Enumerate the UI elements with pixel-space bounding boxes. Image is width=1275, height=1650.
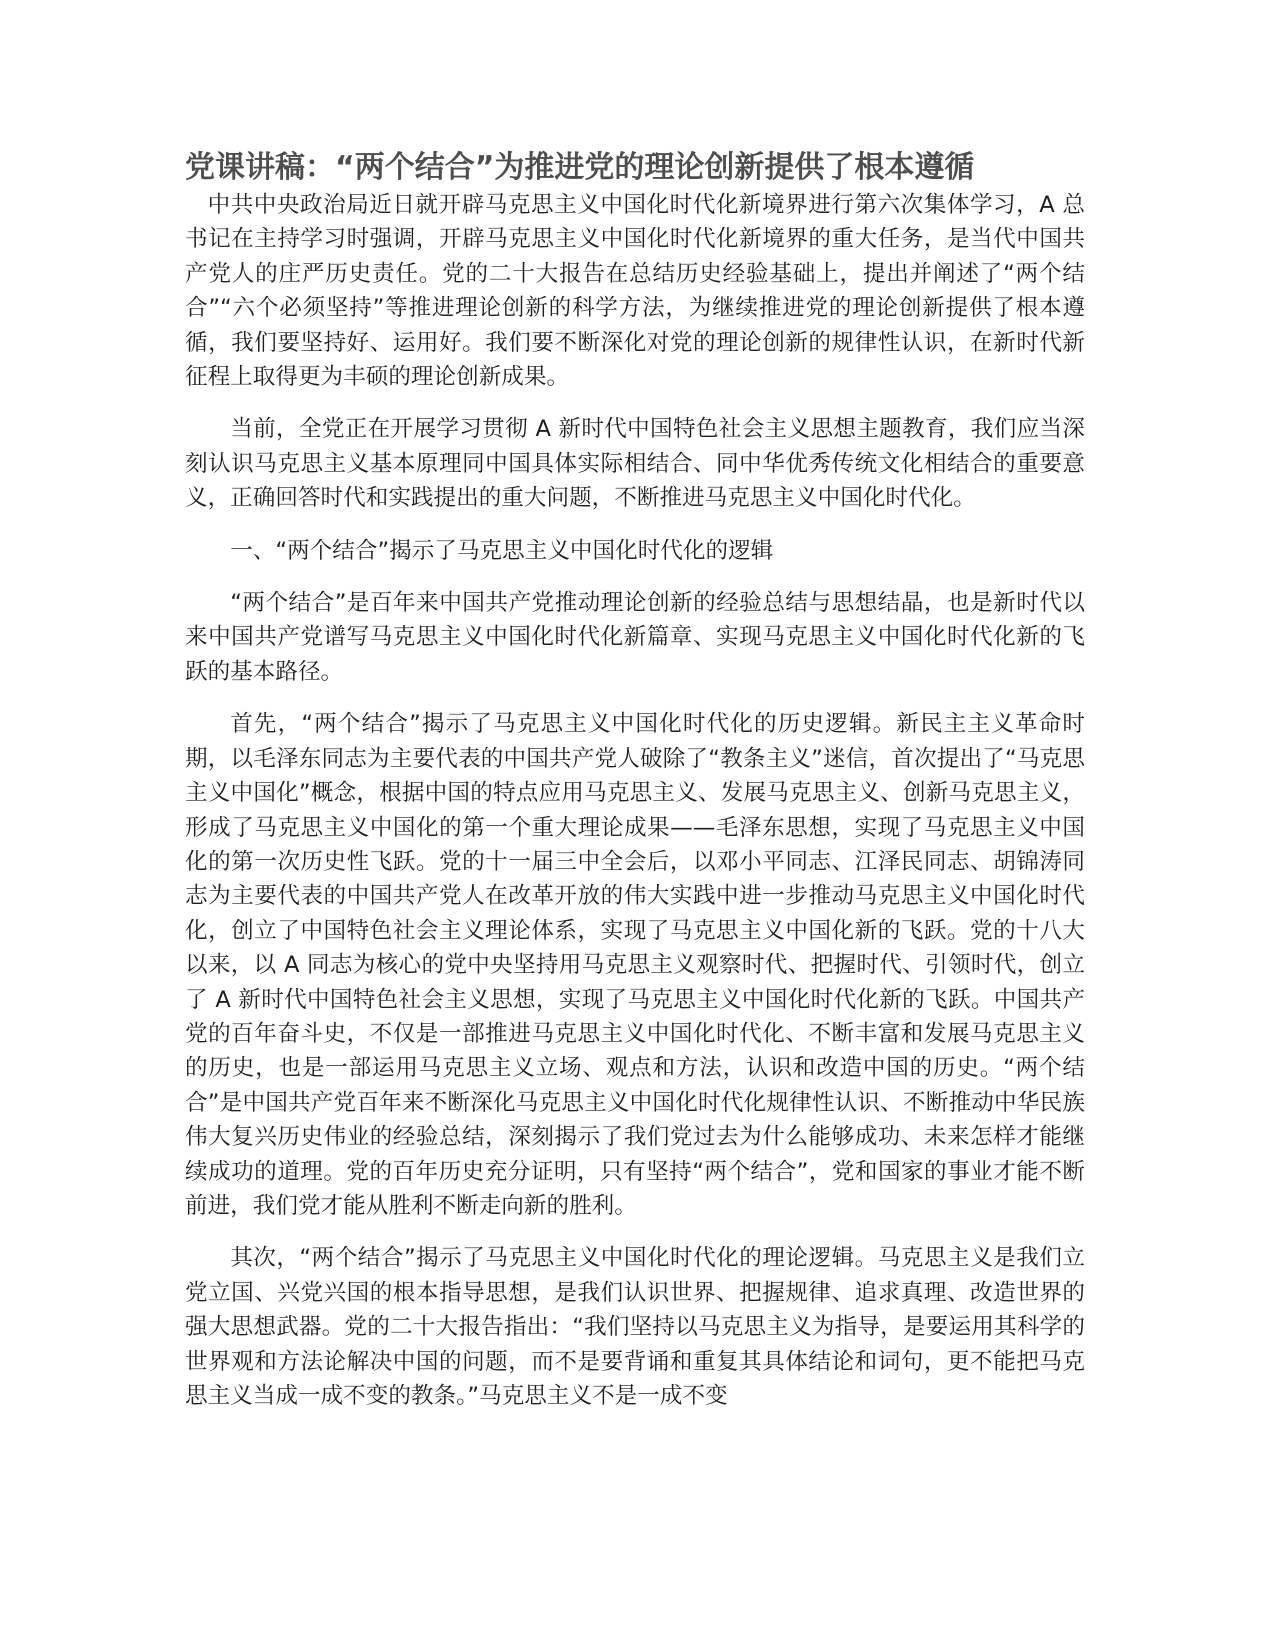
paragraph-intro: 中共中央政治局近日就开辟马克思主义中国化时代化新境界进行第六次集体学习，A 总书记在主持学习时强调，开辟马克思主义中国化时代化新境界的重大任务，是当代中国共产党人的庄严历史责任。党的二十大报告在总结历史经验基础上，提出并阐述了“两个结合”“六个必须坚持”等推进理论创新的科学方法，为继续推进党的理论创新提供了根本遵循，我们要坚持好、运用好。我们要不断深化对党的理论创新的规律性认识，在新时代新征程上取得更为丰硕的理论创新成果。 [185, 192, 1085, 391]
document-body [185, 148, 1085, 1413]
paragraph-two-combinations: “两个结合”是百年来中国共产党推动理论创新的经验总结与思想结晶，也是新时代以来中国共产党谱写马克思主义中国化时代化新篇章、实现马克思主义中国化时代化新的飞跃的基本路径。 [185, 590, 1085, 685]
paragraph-historical-logic: 首先，“两个结合”揭示了马克思主义中国化时代化的历史逻辑。新民主主义革命时期，以毛泽东同志为主要代表的中国共产党人破除了“教条主义”迷信，首次提出了“马克思主义中国化”概念，根据中国的特点应用马克思主义、发展马克思主义、创新马克思主义，形成了马克思主义中国化的第一个重大理论成果——毛泽东思想，实现了马克思主义中国化的第一次历史性飞跃。党的十一届三中全会后，以邓小平同志、江泽民同志、胡锦涛同志为主要代表的中国共产党人在改革开放的伟大实践中进一步推动马克思主义中国化时代化，创立了中国特色社会主义理论体系，实现了马克思主义中国化新的飞跃。党的十八大以来，以 A 同志为核心的党中央坚持用马克思主义观察时代、把握时代、引领时代，创立了 A 新时代中国特色社会主义思想，实现了马克思主义中国化时代化新的飞跃。中国共产党的百年奋斗史，不仅是一部推进马克思主义中国化时代化、不断丰富和发展马克思主义的历史，也是一部运用马克思主义立场、观点和方法，认识和改造中国的历史。“两个结合”是中国共产党百年来不断深化马克思主义中国化时代化规律性认识、不断推动中华民族伟大复兴历史伟业的经验总结，深刻揭示了我们党过去为什么能够成功、未来怎样才能继续成功的道理。党的百年历史充分证明，只有坚持“两个结合”，党和国家的事业才能不断前进，我们党才能从胜利不断走向新的胜利。 [185, 711, 1085, 1219]
section-heading-1: 一、“两个结合”揭示了马克思主义中国化时代化的逻辑 [230, 537, 774, 564]
document-title: 党课讲稿：“两个结合”为推进党的理论创新提供了根本遵循 [185, 150, 975, 185]
paragraph-theoretical-logic: 其次，“两个结合”揭示了马克思主义中国化时代化的理论逻辑。马克思主义是我们立党立国、兴党兴国的根本指导思想，是我们认识世界、把握规律、追求真理、改造世界的强大思想武器。党的二十大报告指出：“我们坚持以马克思主义为指导，是要运用其科学的世界观和方法论解决中国的问题，而不是要背诵和重复其具体结论和词句，更不能把马克思主义当成一成不变的教条。”马克思主义不是一成不变 [185, 1245, 1085, 1409]
paragraph-current-education: 当前，全党正在开展学习贯彻 A 新时代中国特色社会主义思想主题教育，我们应当深刻认识马克思主义基本原理同中国具体实际相结合、同中华优秀传统文化相结合的重要意义，正确回答时代和实践提出的重大问题，不断推进马克思主义中国化时代化。 [185, 416, 1085, 512]
